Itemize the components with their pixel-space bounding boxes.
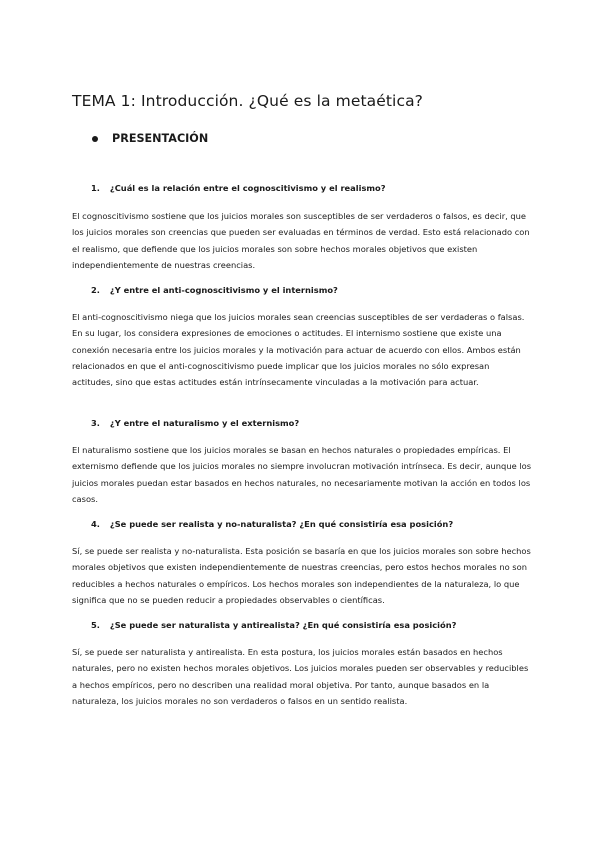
question-number: 5. xyxy=(91,620,100,630)
question-4 xyxy=(91,519,453,529)
answer-1: El cognoscitivismo sostiene que los juicios morales son susceptibles de ser verdaderos o falsos, es decir, que los juicios morales son creencias que pueden ser evaluadas en términos de verdad. Esto está relacionado con el realismo, que defiende que los juicios morales son sobre hechos morales objetivos que existen independientemente de nuestras creencias. xyxy=(72,211,530,270)
question-5 xyxy=(91,620,456,630)
question-text: ¿Y entre el anti-cognoscitivismo y el internismo? xyxy=(109,285,338,295)
page-title: TEMA 1: Introducción. ¿Qué es la metaética? xyxy=(72,92,423,110)
question-text: ¿Se puede ser naturalista y antirealista? ¿En qué consistiría esa posición? xyxy=(109,620,457,630)
answer-3: El naturalismo sostiene que los juicios morales se basan en hechos naturales o propiedades empíricas. El externismo defiende que los juicios morales no siempre involucran motivación intrínseca. Es decir, aunque los juicios morales puedan estar basados en hechos naturales, no necesariamente motivan la acción en todos los casos. xyxy=(72,445,532,504)
bullet-icon xyxy=(92,136,98,142)
answer-2: El anti-cognoscitivismo niega que los juicios morales sean creencias susceptibles de ser verdaderas o falsas. En su lugar, los considera expresiones de emociones o actitudes. El internismo sostiene que existe una conexión necesaria entre los juicios morales y la motivación para actuar de acuerdo con ellos. Ambos están relacionados en que el anti-cognoscitivismo puede implicar que los juicios morales no sólo expresan actitudes, sino que estas actitudes están intrínsecamente vinculadas a la motivación para actuar. xyxy=(72,312,525,388)
question-text: ¿Y entre el naturalismo y el externismo? xyxy=(109,418,300,428)
section-heading-label: PRESENTACIÓN xyxy=(112,132,209,145)
question-3 xyxy=(91,418,299,428)
question-2 xyxy=(91,285,338,295)
answer-4: Sí, se puede ser realista y no-naturalista. Esta posición se basaría en que los juicios morales son sobre hechos morales objetivos que existen independientemente de nuestras creencias, pero estos hechos morales no son reducibles a hechos naturales o empíricos. Los hechos morales son independientes de la naturaleza, lo que significa que no se pueden reducir a propiedades observables o científicas. xyxy=(72,546,531,605)
question-number: 2. xyxy=(91,285,100,295)
question-1 xyxy=(91,183,386,193)
answer-5: Sí, se puede ser naturalista y antirealista. En esta postura, los juicios morales están basados en hechos naturales, pero no existen hechos morales objetivos. Los juicios morales pueden ser observables y reducibles a hechos empíricos, pero no describen una realidad moral objetiva. Por tanto, aunque basados en la naturaleza, los juicios morales no son verdaderos o falsos en un sentido realista. xyxy=(72,647,529,706)
question-number: 1. xyxy=(91,183,100,193)
question-text: ¿Se puede ser realista y no-naturalista? ¿En qué consistiría esa posición? xyxy=(109,519,454,529)
section-heading xyxy=(92,132,208,145)
question-number: 4. xyxy=(91,519,100,529)
question-number: 3. xyxy=(91,418,100,428)
question-text: ¿Cuál es la relación entre el cognoscitivismo y el realismo? xyxy=(109,183,386,193)
